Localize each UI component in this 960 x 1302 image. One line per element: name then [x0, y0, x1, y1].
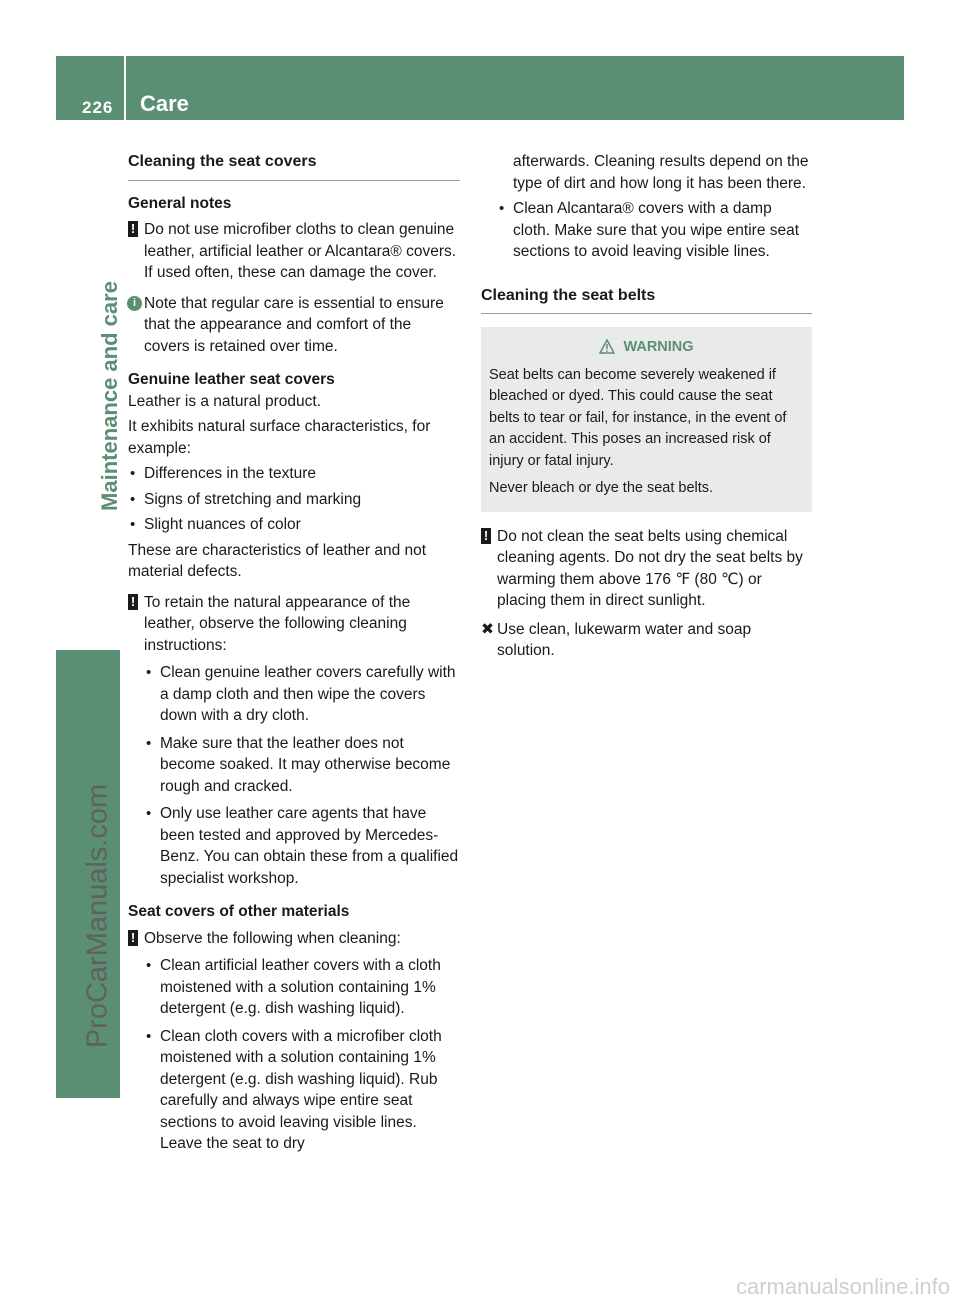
- caution-text: To retain the natural appearance of the leather, observe the following cleaning instructions:: [144, 593, 411, 654]
- right-column: [481, 151, 812, 662]
- list-item-text: Make sure that the leather does not become soaked. It may otherwise become rough and cracked.: [160, 734, 451, 795]
- info-text: Note that regular care is essential to ensure that the appearance and comfort of the covers is retained over time.: [144, 294, 444, 355]
- exclamation-icon: !: [128, 594, 138, 610]
- bullet-icon: •: [146, 805, 152, 822]
- bullet-icon: •: [130, 516, 136, 533]
- subheading-other-materials: Seat covers of other materials: [128, 903, 350, 920]
- watermark-vertical: ProCarManuals.com: [81, 783, 114, 1049]
- caution-note: [128, 219, 460, 284]
- info-note: [128, 293, 460, 358]
- list-item-text: Differences in the texture: [144, 465, 317, 482]
- section-title: Care: [140, 91, 189, 116]
- bullet-icon: •: [146, 1027, 152, 1045]
- list-item: [128, 662, 460, 727]
- caution-note: [481, 526, 812, 612]
- list-item-text: Clean cloth covers with a microfiber cloth moistened with a solution containing 1% detergent (e.g. dish washing liquid). Rub carefully and always wipe entire seat sections to avoid leaving visible lines. Leave the seat to dry: [160, 1027, 442, 1152]
- arrow-icon: ✖: [481, 620, 494, 638]
- exclamation-icon: !: [128, 930, 138, 946]
- info-icon: i: [127, 296, 142, 311]
- exclamation-icon: !: [481, 528, 491, 544]
- list-item: [128, 514, 460, 536]
- section-heading: Cleaning the seat covers: [128, 151, 460, 181]
- subheading-general-notes: General notes: [128, 194, 232, 212]
- list-item: [128, 733, 460, 798]
- warning-triangle-icon: [599, 339, 615, 354]
- header-divider: [124, 56, 126, 120]
- caution-note: [128, 592, 460, 657]
- paragraph: It exhibits natural surface characteristics, for example:: [128, 418, 431, 457]
- action-text: Use clean, lukewarm water and soap solution.: [497, 620, 752, 659]
- list-item: [128, 463, 460, 485]
- bullet-icon: •: [146, 957, 152, 974]
- bullet-icon: •: [146, 734, 152, 752]
- list-item-text: Clean Alcantara® covers with a damp cloth. Make sure that you wipe entire seat sections to avoid leaving visible lines.: [513, 200, 800, 260]
- list-item: [128, 1026, 460, 1155]
- subheading-leather: Genuine leather seat covers: [128, 371, 335, 388]
- bullet-icon: •: [130, 465, 136, 482]
- watermark-bottom: carmanualsonline.info: [735, 1274, 950, 1299]
- list-item: [128, 489, 460, 511]
- list-item: [128, 955, 460, 1020]
- side-chapter-label: Maintenance and care: [97, 281, 122, 511]
- paragraph: Leather is a natural product.: [128, 392, 322, 410]
- list-item-text: Signs of stretching and marking: [144, 490, 362, 508]
- exclamation-icon: !: [128, 221, 138, 237]
- left-column: [128, 151, 460, 1155]
- bullet-icon: •: [130, 490, 136, 508]
- warning-text: Never bleach or dye the seat belts.: [489, 480, 714, 496]
- page-number: 226: [82, 98, 114, 117]
- continued-text: afterwards. Cleaning results depend on the type of dirt and how long it has been there.: [513, 153, 809, 192]
- bullet-icon: •: [146, 664, 152, 681]
- warning-title: [489, 337, 804, 359]
- list-item-text: Clean artificial leather covers with a cloth moistened with a solution containing 1% detergent (e.g. dish washing liquid).: [160, 957, 441, 1017]
- caution-text: Observe the following when cleaning:: [144, 929, 401, 947]
- bullet-icon: •: [499, 200, 505, 217]
- list-item-text: Clean genuine leather covers carefully with a damp cloth and then wipe the covers down with a dry cloth.: [160, 664, 456, 724]
- caution-note: [128, 928, 460, 950]
- list-item-text: Only use leather care agents that have been tested and approved by Mercedes-Benz. You can obtain these from a qualified specialist workshop.: [160, 805, 459, 887]
- caution-text: Do not use microfiber cloths to clean genuine leather, artificial leather or Alcantara® covers. If used often, these can damage the cover.: [144, 221, 457, 281]
- list-item: [481, 198, 812, 263]
- warning-text: Seat belts can become severely weakened if bleached or dyed. This could cause the seat belts to tear or fail, for instance, in the event of an accident. This poses an increased risk of injury or fatal injury.: [489, 366, 787, 469]
- warning-box: [481, 327, 812, 512]
- paragraph: These are characteristics of leather and not material defects.: [128, 541, 427, 580]
- section-heading: Cleaning the seat belts: [481, 285, 812, 315]
- list-item-text: Slight nuances of color: [144, 516, 301, 533]
- warning-label: WARNING: [623, 339, 694, 355]
- caution-text: Do not clean the seat belts using chemical cleaning agents. Do not dry the seat belts by warming them above 176 ℉ (80 ℃) or placing them in direct sunlight.: [497, 527, 803, 609]
- list-item: [128, 803, 460, 889]
- action-step: [481, 619, 812, 662]
